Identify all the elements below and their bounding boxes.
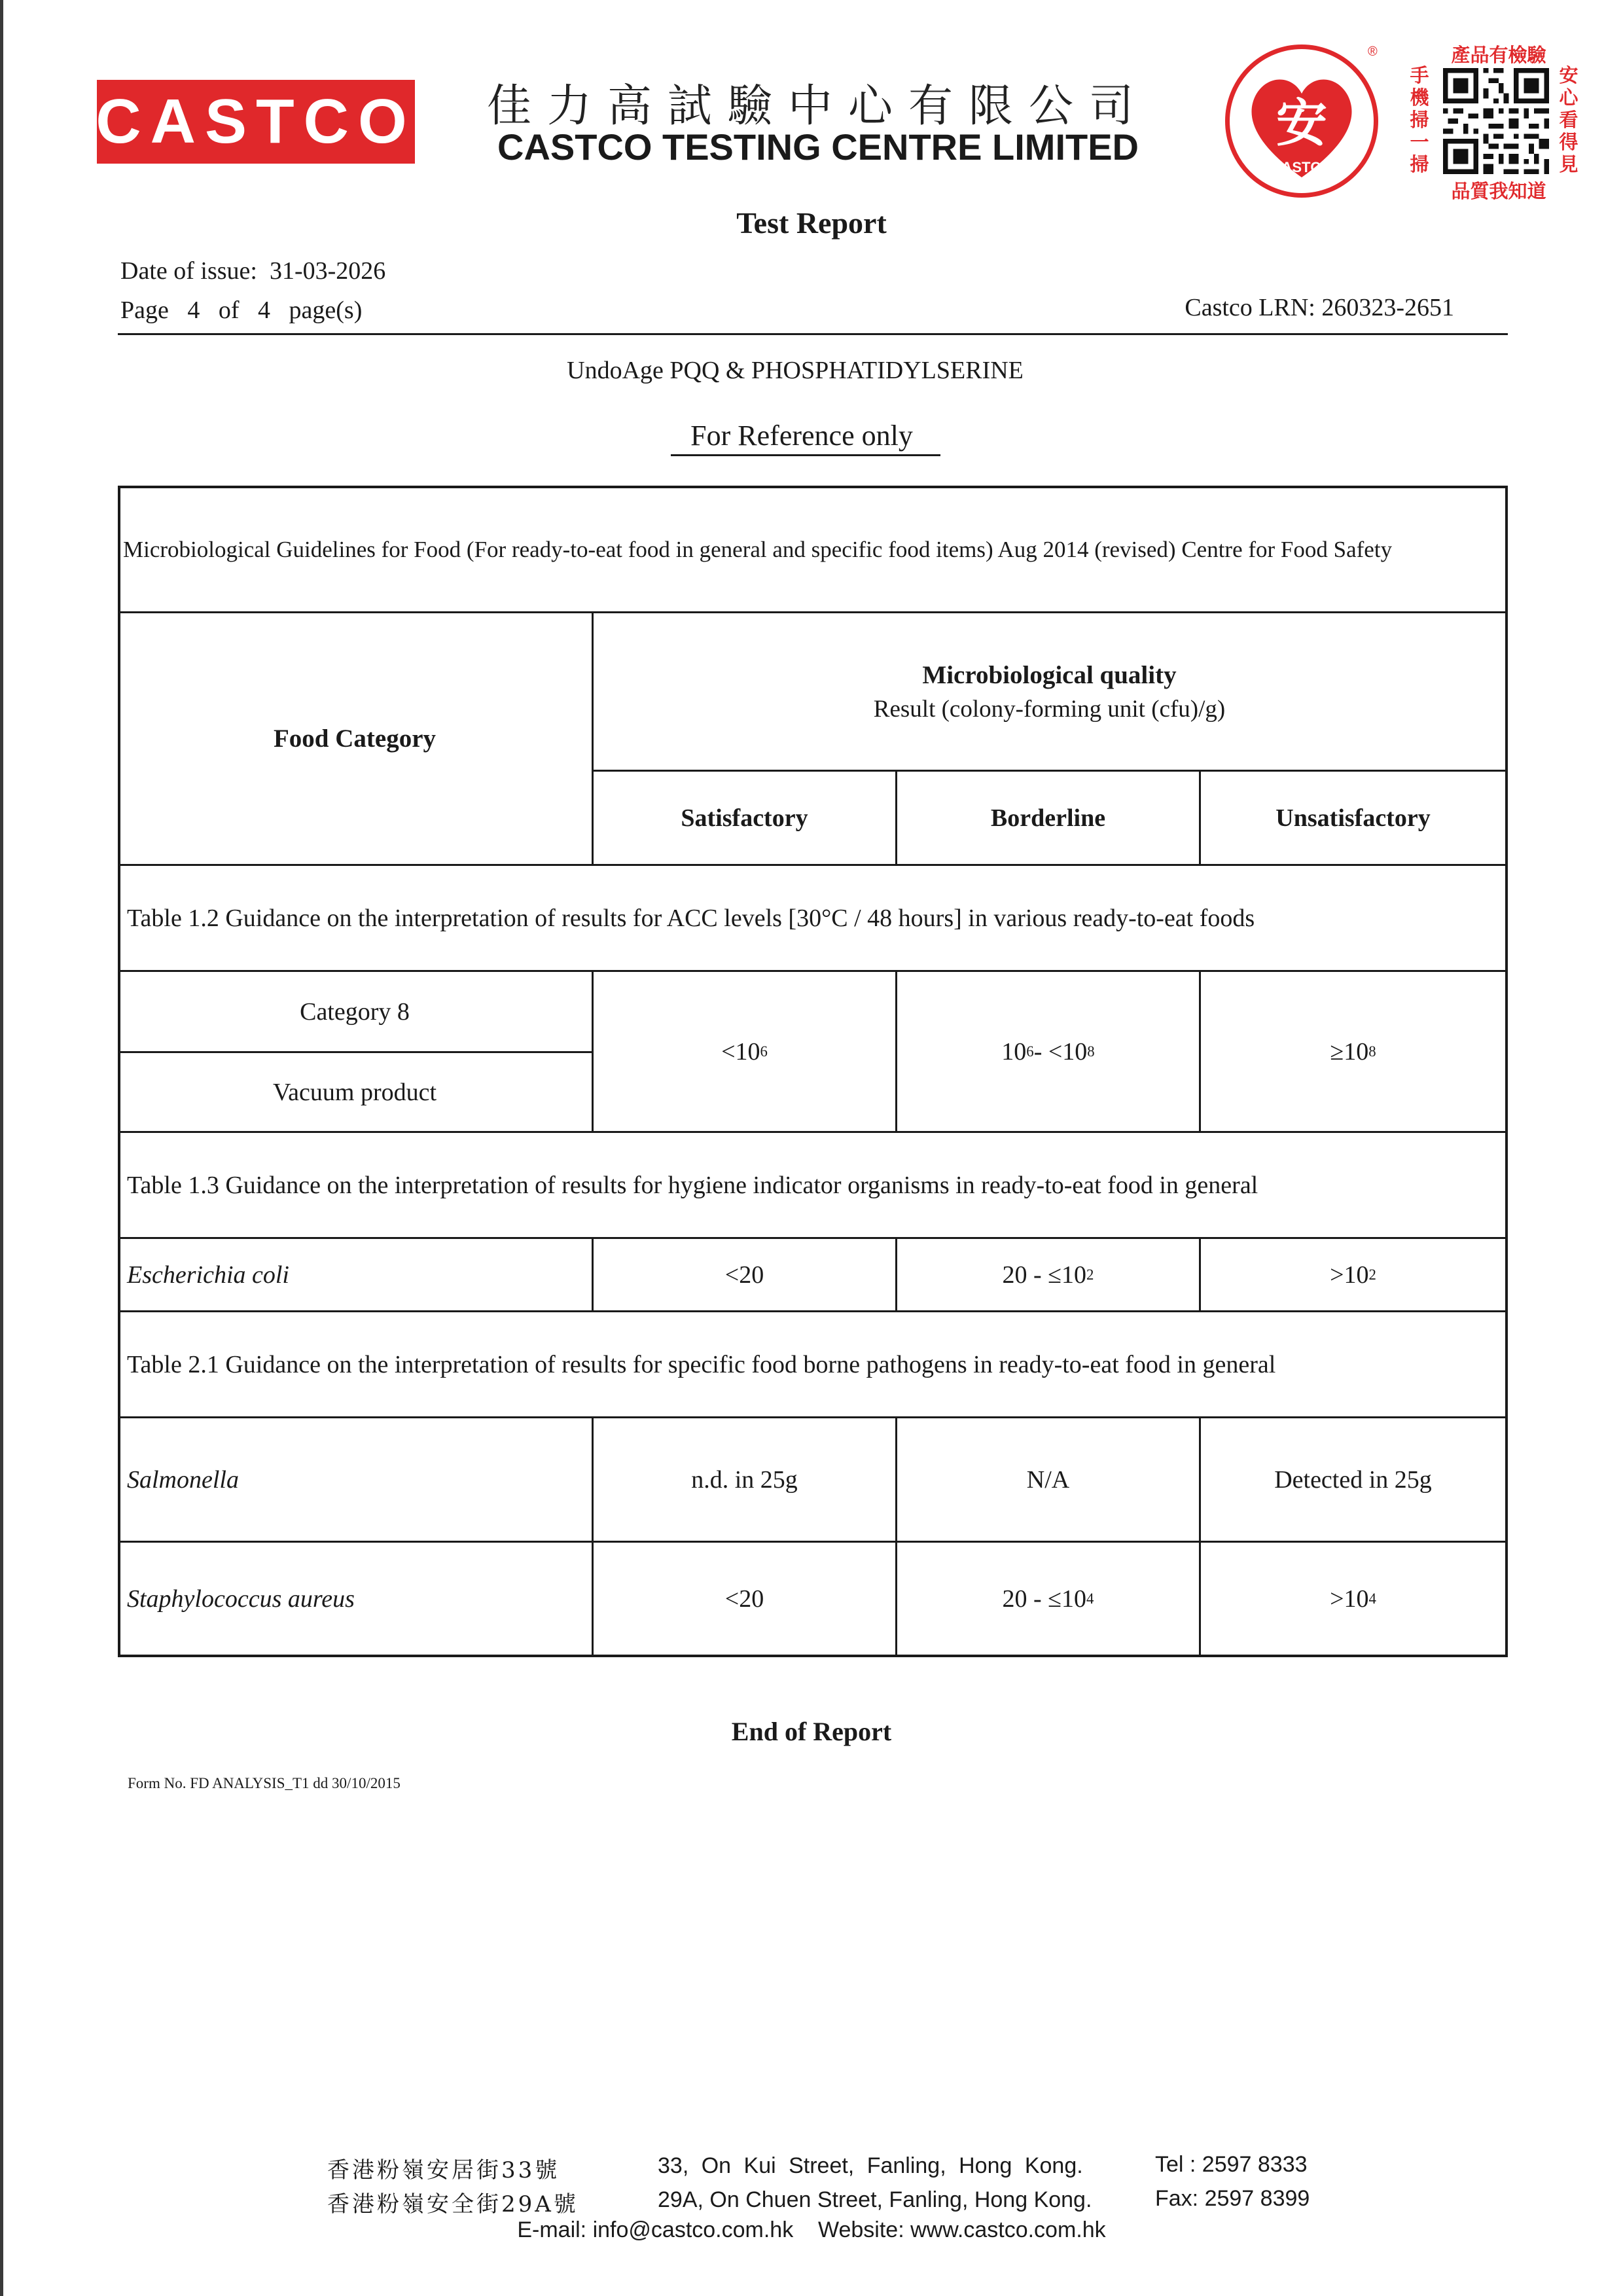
date-label: Date of issue:	[120, 257, 257, 285]
qr-caption-right: 安心看得見	[1559, 64, 1578, 175]
acc-borderline: 10 6 - <10 8	[1001, 1037, 1095, 1066]
staph-satisfactory: <20	[724, 1585, 764, 1613]
footer-address-zh-1: 香港粉嶺安居街33號	[327, 2157, 560, 2183]
report-title: Test Report	[736, 206, 887, 240]
footer-website[interactable]: Website: www.castco.com.hk	[818, 2217, 1106, 2242]
header-divider	[118, 333, 1508, 335]
footer-tel: Tel : 2597 8333	[1155, 2152, 1308, 2177]
section-1-2-title: Table 1.2 Guidance on the interpretation of results for ACC levels [30°C / 48 hours] in various ready-to-eat foods	[127, 904, 1255, 932]
seal-label: CASTCO	[1271, 159, 1332, 175]
salmonella-label: Salmonella	[127, 1465, 239, 1494]
date-of-issue	[120, 257, 385, 285]
lrn-value: 260323-2651	[1321, 294, 1454, 321]
food-category-header: Food Category	[273, 725, 437, 753]
seal-char: 安	[1275, 94, 1328, 153]
footer-address-zh-2: 香港粉嶺安全街29A號	[327, 2191, 579, 2217]
col-borderline: Borderline	[990, 804, 1106, 832]
qr-code-icon[interactable]	[1440, 68, 1552, 174]
product-name: UndoAge PQQ & PHOSPHATIDYLSERINE	[567, 357, 1024, 384]
section-1-3-title: Table 1.3 Guidance on the interpretation of results for hygiene indicator organisms in ready-to-eat food in general	[127, 1171, 1258, 1199]
footer-contact	[0, 2217, 1623, 2243]
registered-mark: ®	[1368, 45, 1378, 59]
company-name-zh: 佳力高試驗中心有限公司	[486, 81, 1149, 132]
footer-address-en-2: 29A, On Chuen Street, Fanling, Hong Kong.	[658, 2187, 1092, 2212]
footer-address-en-1: 33, On Kui Street, Fanling, Hong Kong.	[658, 2153, 1083, 2178]
logo-text: CASTCO	[96, 86, 416, 156]
form-number: Form No. FD ANALYSIS_T1 dd 30/10/2015	[128, 1775, 401, 1791]
footer-email[interactable]: E-mail: info@castco.com.hk	[517, 2217, 794, 2242]
salmonella-unsatisfactory: Detected in 25g	[1274, 1465, 1432, 1494]
ecoli-borderline: 20 - ≤10 2	[1002, 1261, 1094, 1289]
microbiological-quality-header	[594, 613, 1505, 770]
category-8-label: Category 8	[300, 997, 410, 1026]
section-2-1-title: Table 2.1 Guidance on the interpretation of results for specific food borne pathogens in ready-to-eat food in general	[127, 1350, 1276, 1378]
end-of-report: End of Report	[731, 1717, 892, 1746]
staph-unsatisfactory: >10 4	[1330, 1585, 1376, 1613]
reference-underline	[671, 454, 940, 456]
footer-fax: Fax: 2597 8399	[1155, 2186, 1310, 2211]
castco-logo	[97, 80, 415, 164]
salmonella-borderline: N/A	[1026, 1465, 1070, 1494]
salmonella-satisfactory: n.d. in 25g	[691, 1465, 798, 1494]
qr-caption-bottom: 品質我知道	[1451, 180, 1546, 202]
ecoli-label: Escherichia coli	[127, 1261, 289, 1289]
ecoli-satisfactory: <20	[724, 1261, 764, 1289]
staph-label: Staphylococcus aureus	[127, 1585, 355, 1613]
acc-satisfactory: <10 6	[721, 1037, 768, 1066]
castco-lrn	[1185, 293, 1454, 322]
company-name-en: CASTCO TESTING CENTRE LIMITED	[497, 126, 1139, 168]
staph-borderline: 20 - ≤10 4	[1002, 1585, 1094, 1613]
result-unit: Result (colony-forming unit (cfu)/g)	[873, 695, 1226, 723]
qr-caption-top: 產品有檢驗	[1451, 44, 1546, 66]
ecoli-unsatisfactory: >10 2	[1330, 1261, 1376, 1289]
scan-edge	[0, 0, 3, 2296]
acc-unsatisfactory: ≥10 8	[1330, 1037, 1376, 1066]
date-value: 31-03-2026	[269, 257, 386, 285]
col-unsatisfactory: Unsatisfactory	[1275, 804, 1431, 832]
quality-title: Microbiological quality	[922, 660, 1177, 689]
guideline-title: Microbiological Guidelines for Food (For ready-to-eat food in general and specific food items) Aug 2014 (revised) Centre for Food Safety	[123, 537, 1393, 562]
reference-note: For Reference only	[690, 420, 913, 452]
castco-seal-icon	[1225, 45, 1378, 198]
guidelines-table	[118, 486, 1508, 1657]
page-indicator: Page 4 of 4 page(s)	[120, 296, 363, 324]
qr-caption-left: 手機掃一掃	[1410, 64, 1429, 175]
lrn-label: Castco LRN:	[1185, 294, 1315, 321]
vacuum-product-label: Vacuum product	[272, 1078, 437, 1106]
col-satisfactory: Satisfactory	[681, 804, 808, 832]
